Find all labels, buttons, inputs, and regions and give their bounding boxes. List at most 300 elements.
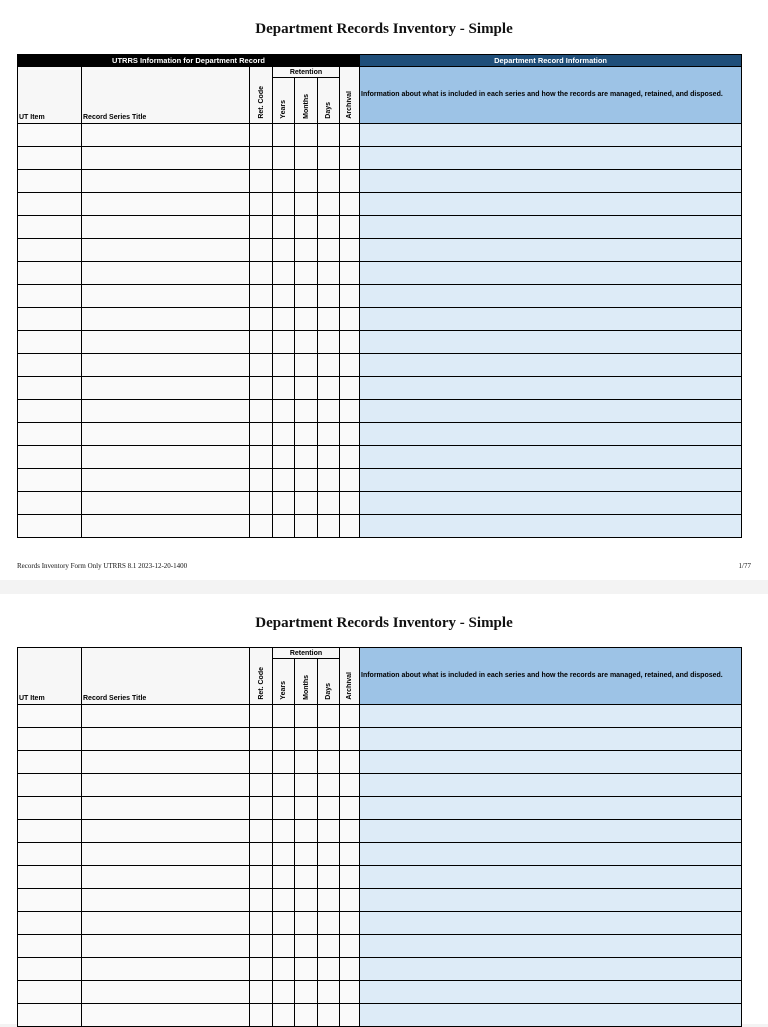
ut-item-cell[interactable] xyxy=(18,216,82,239)
archival-cell[interactable] xyxy=(340,124,360,147)
days-cell[interactable] xyxy=(318,492,340,515)
years-cell[interactable] xyxy=(273,285,295,308)
archival-cell[interactable] xyxy=(340,912,360,935)
years-cell[interactable] xyxy=(273,1004,295,1027)
information-cell[interactable] xyxy=(360,797,742,820)
information-cell[interactable] xyxy=(360,124,742,147)
footer-form-id: Records Inventory Form Only UTRRS 8.1 2023-12-20-1400 xyxy=(17,562,188,570)
ut-item-cell[interactable] xyxy=(18,400,82,423)
ret-code-cell[interactable] xyxy=(250,515,273,538)
months-cell[interactable] xyxy=(295,239,318,262)
days-cell[interactable] xyxy=(318,377,340,400)
months-cell[interactable] xyxy=(295,446,318,469)
years-cell[interactable] xyxy=(273,889,295,912)
years-cell[interactable] xyxy=(273,492,295,515)
years-cell[interactable] xyxy=(273,377,295,400)
header-ret-code-label: Ret. Code xyxy=(257,667,265,700)
ret-code-cell[interactable] xyxy=(250,285,273,308)
record-series-title-cell[interactable] xyxy=(82,492,250,515)
header-months-label: Months xyxy=(302,94,310,119)
days-cell[interactable] xyxy=(318,515,340,538)
ret-code-cell[interactable] xyxy=(250,912,273,935)
page-title: Department Records Inventory - Simple xyxy=(255,21,513,37)
years-cell[interactable] xyxy=(273,239,295,262)
ut-item-cell[interactable] xyxy=(18,1004,82,1027)
table-row xyxy=(18,515,742,538)
days-cell[interactable] xyxy=(318,400,340,423)
days-cell[interactable] xyxy=(318,751,340,774)
table-row xyxy=(18,889,742,912)
years-cell[interactable] xyxy=(273,774,295,797)
ut-item-cell[interactable] xyxy=(18,958,82,981)
months-cell[interactable] xyxy=(295,751,318,774)
months-cell[interactable] xyxy=(295,354,318,377)
archival-cell[interactable] xyxy=(340,354,360,377)
ret-code-cell[interactable] xyxy=(250,377,273,400)
table-row xyxy=(18,193,742,216)
information-cell[interactable] xyxy=(360,170,742,193)
table-row xyxy=(18,446,742,469)
information-cell[interactable] xyxy=(360,820,742,843)
archival-cell[interactable] xyxy=(340,797,360,820)
header-ret-code-label: Ret. Code xyxy=(257,86,265,119)
information-cell[interactable] xyxy=(360,239,742,262)
years-cell[interactable] xyxy=(273,354,295,377)
record-series-title-cell[interactable] xyxy=(82,147,250,170)
ret-code-cell[interactable] xyxy=(250,308,273,331)
information-cell[interactable] xyxy=(360,843,742,866)
years-cell[interactable] xyxy=(273,124,295,147)
record-series-title-cell[interactable] xyxy=(82,774,250,797)
table-row xyxy=(18,216,742,239)
years-cell[interactable] xyxy=(273,400,295,423)
archival-cell[interactable] xyxy=(340,751,360,774)
archival-cell[interactable] xyxy=(340,446,360,469)
ret-code-cell[interactable] xyxy=(250,866,273,889)
years-cell[interactable] xyxy=(273,147,295,170)
ut-item-cell[interactable] xyxy=(18,981,82,1004)
ret-code-cell[interactable] xyxy=(250,216,273,239)
record-series-title-cell[interactable] xyxy=(82,820,250,843)
ret-code-cell[interactable] xyxy=(250,728,273,751)
archival-cell[interactable] xyxy=(340,331,360,354)
information-cell[interactable] xyxy=(360,469,742,492)
information-cell[interactable] xyxy=(360,377,742,400)
table-row xyxy=(18,262,742,285)
months-cell[interactable] xyxy=(295,728,318,751)
ut-item-cell[interactable] xyxy=(18,331,82,354)
record-series-title-cell[interactable] xyxy=(82,193,250,216)
days-cell[interactable] xyxy=(318,935,340,958)
ret-code-cell[interactable] xyxy=(250,705,273,728)
months-cell[interactable] xyxy=(295,469,318,492)
months-cell[interactable] xyxy=(295,515,318,538)
archival-cell[interactable] xyxy=(340,935,360,958)
archival-cell[interactable] xyxy=(340,981,360,1004)
page-number: 1/77 xyxy=(738,562,751,570)
days-cell[interactable] xyxy=(318,797,340,820)
months-cell[interactable] xyxy=(295,1004,318,1027)
years-cell[interactable] xyxy=(273,469,295,492)
days-cell[interactable] xyxy=(318,216,340,239)
ut-item-cell[interactable] xyxy=(18,354,82,377)
record-series-title-cell[interactable] xyxy=(82,515,250,538)
ut-item-cell[interactable] xyxy=(18,308,82,331)
ut-item-cell[interactable] xyxy=(18,820,82,843)
archival-cell[interactable] xyxy=(340,515,360,538)
months-cell[interactable] xyxy=(295,912,318,935)
record-series-title-cell[interactable] xyxy=(82,469,250,492)
record-series-title-cell[interactable] xyxy=(82,423,250,446)
ut-item-cell[interactable] xyxy=(18,423,82,446)
information-cell[interactable] xyxy=(360,981,742,1004)
months-cell[interactable] xyxy=(295,889,318,912)
header-record-series-title: Record Series Title xyxy=(82,648,250,705)
ut-item-cell[interactable] xyxy=(18,446,82,469)
information-cell[interactable] xyxy=(360,866,742,889)
information-cell[interactable] xyxy=(360,751,742,774)
ret-code-cell[interactable] xyxy=(250,446,273,469)
archival-cell[interactable] xyxy=(340,377,360,400)
archival-cell[interactable] xyxy=(340,193,360,216)
table-row xyxy=(18,774,742,797)
archival-cell[interactable] xyxy=(340,308,360,331)
archival-cell[interactable] xyxy=(340,820,360,843)
record-series-title-cell[interactable] xyxy=(82,262,250,285)
header-days xyxy=(318,78,340,124)
months-cell[interactable] xyxy=(295,866,318,889)
ret-code-cell[interactable] xyxy=(250,400,273,423)
years-cell[interactable] xyxy=(273,843,295,866)
archival-cell[interactable] xyxy=(340,492,360,515)
information-cell[interactable] xyxy=(360,446,742,469)
information-cell[interactable] xyxy=(360,331,742,354)
header-archival xyxy=(340,648,360,705)
record-series-title-cell[interactable] xyxy=(82,239,250,262)
ut-item-cell[interactable] xyxy=(18,797,82,820)
ret-code-cell[interactable] xyxy=(250,492,273,515)
information-cell[interactable] xyxy=(360,912,742,935)
ut-item-cell[interactable] xyxy=(18,866,82,889)
header-information: Information about what is included in each series and how the records are managed, retained, and disposed. xyxy=(360,648,742,705)
days-cell[interactable] xyxy=(318,820,340,843)
days-cell[interactable] xyxy=(318,981,340,1004)
ret-code-cell[interactable] xyxy=(250,124,273,147)
years-cell[interactable] xyxy=(273,262,295,285)
days-cell[interactable] xyxy=(318,958,340,981)
information-cell[interactable] xyxy=(360,958,742,981)
information-cell[interactable] xyxy=(360,285,742,308)
days-cell[interactable] xyxy=(318,285,340,308)
months-cell[interactable] xyxy=(295,981,318,1004)
table-row xyxy=(18,751,742,774)
ret-code-cell[interactable] xyxy=(250,935,273,958)
information-cell[interactable] xyxy=(360,774,742,797)
table-row xyxy=(18,285,742,308)
days-cell[interactable] xyxy=(318,889,340,912)
years-cell[interactable] xyxy=(273,981,295,1004)
ut-item-cell[interactable] xyxy=(18,889,82,912)
record-series-title-cell[interactable] xyxy=(82,797,250,820)
years-cell[interactable] xyxy=(273,331,295,354)
years-cell[interactable] xyxy=(273,705,295,728)
information-cell[interactable] xyxy=(360,216,742,239)
days-cell[interactable] xyxy=(318,774,340,797)
months-cell[interactable] xyxy=(295,147,318,170)
table-row xyxy=(18,170,742,193)
inventory-table xyxy=(17,647,742,1027)
months-cell[interactable] xyxy=(295,124,318,147)
years-cell[interactable] xyxy=(273,820,295,843)
ut-item-cell[interactable] xyxy=(18,728,82,751)
ut-item-cell[interactable] xyxy=(18,751,82,774)
archival-cell[interactable] xyxy=(340,147,360,170)
days-cell[interactable] xyxy=(318,193,340,216)
months-cell[interactable] xyxy=(295,216,318,239)
years-cell[interactable] xyxy=(273,308,295,331)
header-days xyxy=(318,659,340,705)
ret-code-cell[interactable] xyxy=(250,423,273,446)
months-cell[interactable] xyxy=(295,285,318,308)
information-cell[interactable] xyxy=(360,1004,742,1027)
table-row xyxy=(18,705,742,728)
table-row xyxy=(18,239,742,262)
archival-cell[interactable] xyxy=(340,889,360,912)
months-cell[interactable] xyxy=(295,331,318,354)
archival-cell[interactable] xyxy=(340,423,360,446)
days-cell[interactable] xyxy=(318,728,340,751)
table-row xyxy=(18,492,742,515)
table-row xyxy=(18,331,742,354)
years-cell[interactable] xyxy=(273,797,295,820)
record-series-title-cell[interactable] xyxy=(82,866,250,889)
record-series-title-cell[interactable] xyxy=(82,981,250,1004)
ut-item-cell[interactable] xyxy=(18,262,82,285)
record-series-title-cell[interactable] xyxy=(82,1004,250,1027)
archival-cell[interactable] xyxy=(340,728,360,751)
ut-item-cell[interactable] xyxy=(18,193,82,216)
information-cell[interactable] xyxy=(360,147,742,170)
header-ut-item: UT Item xyxy=(18,67,82,124)
table-row xyxy=(18,354,742,377)
ret-code-cell[interactable] xyxy=(250,469,273,492)
information-cell[interactable] xyxy=(360,400,742,423)
record-series-title-cell[interactable] xyxy=(82,889,250,912)
archival-cell[interactable] xyxy=(340,705,360,728)
days-cell[interactable] xyxy=(318,866,340,889)
header-retention: Retention xyxy=(273,67,340,78)
months-cell[interactable] xyxy=(295,170,318,193)
ret-code-cell[interactable] xyxy=(250,1004,273,1027)
ut-item-cell[interactable] xyxy=(18,705,82,728)
ut-item-cell[interactable] xyxy=(18,170,82,193)
months-cell[interactable] xyxy=(295,843,318,866)
record-series-title-cell[interactable] xyxy=(82,170,250,193)
archival-cell[interactable] xyxy=(340,1004,360,1027)
ut-item-cell[interactable] xyxy=(18,469,82,492)
years-cell[interactable] xyxy=(273,515,295,538)
years-cell[interactable] xyxy=(273,216,295,239)
ret-code-cell[interactable] xyxy=(250,751,273,774)
days-cell[interactable] xyxy=(318,354,340,377)
months-cell[interactable] xyxy=(295,492,318,515)
table-row xyxy=(18,147,742,170)
record-series-title-cell[interactable] xyxy=(82,843,250,866)
ret-code-cell[interactable] xyxy=(250,239,273,262)
record-series-title-cell[interactable] xyxy=(82,912,250,935)
months-cell[interactable] xyxy=(295,935,318,958)
record-series-title-cell[interactable] xyxy=(82,124,250,147)
ret-code-cell[interactable] xyxy=(250,958,273,981)
archival-cell[interactable] xyxy=(340,400,360,423)
ret-code-cell[interactable] xyxy=(250,820,273,843)
ret-code-cell[interactable] xyxy=(250,774,273,797)
record-series-title-cell[interactable] xyxy=(82,728,250,751)
archival-cell[interactable] xyxy=(340,216,360,239)
record-series-title-cell[interactable] xyxy=(82,400,250,423)
months-cell[interactable] xyxy=(295,308,318,331)
information-cell[interactable] xyxy=(360,935,742,958)
header-archival-label: Archival xyxy=(346,91,354,119)
table-row xyxy=(18,797,742,820)
months-cell[interactable] xyxy=(295,377,318,400)
ut-item-cell[interactable] xyxy=(18,515,82,538)
ut-item-cell[interactable] xyxy=(18,147,82,170)
months-cell[interactable] xyxy=(295,262,318,285)
banner-utrrs-info: UTRRS Information for Department Record xyxy=(18,55,360,67)
table-body xyxy=(18,124,742,538)
years-cell[interactable] xyxy=(273,446,295,469)
years-cell[interactable] xyxy=(273,751,295,774)
ret-code-cell[interactable] xyxy=(250,147,273,170)
days-cell[interactable] xyxy=(318,262,340,285)
ut-item-cell[interactable] xyxy=(18,124,82,147)
archival-cell[interactable] xyxy=(340,958,360,981)
years-cell[interactable] xyxy=(273,423,295,446)
days-cell[interactable] xyxy=(318,308,340,331)
days-cell[interactable] xyxy=(318,469,340,492)
ut-item-cell[interactable] xyxy=(18,935,82,958)
header-months xyxy=(295,78,318,124)
months-cell[interactable] xyxy=(295,705,318,728)
days-cell[interactable] xyxy=(318,239,340,262)
record-series-title-cell[interactable] xyxy=(82,377,250,400)
days-cell[interactable] xyxy=(318,705,340,728)
record-series-title-cell[interactable] xyxy=(82,751,250,774)
years-cell[interactable] xyxy=(273,866,295,889)
information-cell[interactable] xyxy=(360,492,742,515)
archival-cell[interactable] xyxy=(340,262,360,285)
days-cell[interactable] xyxy=(318,1004,340,1027)
record-series-title-cell[interactable] xyxy=(82,705,250,728)
ret-code-cell[interactable] xyxy=(250,981,273,1004)
ret-code-cell[interactable] xyxy=(250,193,273,216)
archival-cell[interactable] xyxy=(340,239,360,262)
information-cell[interactable] xyxy=(360,262,742,285)
archival-cell[interactable] xyxy=(340,285,360,308)
record-series-title-cell[interactable] xyxy=(82,446,250,469)
months-cell[interactable] xyxy=(295,774,318,797)
record-series-title-cell[interactable] xyxy=(82,308,250,331)
years-cell[interactable] xyxy=(273,170,295,193)
days-cell[interactable] xyxy=(318,843,340,866)
years-cell[interactable] xyxy=(273,193,295,216)
archival-cell[interactable] xyxy=(340,843,360,866)
record-series-title-cell[interactable] xyxy=(82,958,250,981)
header-ret-code xyxy=(250,648,273,705)
information-cell[interactable] xyxy=(360,705,742,728)
days-cell[interactable] xyxy=(318,124,340,147)
header-years xyxy=(273,659,295,705)
ut-item-cell[interactable] xyxy=(18,912,82,935)
ut-item-cell[interactable] xyxy=(18,843,82,866)
ut-item-cell[interactable] xyxy=(18,774,82,797)
archival-cell[interactable] xyxy=(340,774,360,797)
days-cell[interactable] xyxy=(318,331,340,354)
header-days-label: Days xyxy=(325,102,332,119)
ret-code-cell[interactable] xyxy=(250,889,273,912)
days-cell[interactable] xyxy=(318,912,340,935)
days-cell[interactable] xyxy=(318,423,340,446)
table-row xyxy=(18,377,742,400)
header-months-label: Months xyxy=(302,675,310,700)
record-series-title-cell[interactable] xyxy=(82,331,250,354)
months-cell[interactable] xyxy=(295,797,318,820)
days-cell[interactable] xyxy=(318,446,340,469)
months-cell[interactable] xyxy=(295,958,318,981)
information-cell[interactable] xyxy=(360,889,742,912)
ut-item-cell[interactable] xyxy=(18,377,82,400)
record-series-title-cell[interactable] xyxy=(82,285,250,308)
archival-cell[interactable] xyxy=(340,170,360,193)
page-title: Department Records Inventory - Simple xyxy=(255,615,513,631)
years-cell[interactable] xyxy=(273,958,295,981)
information-cell[interactable] xyxy=(360,423,742,446)
record-series-title-cell[interactable] xyxy=(82,216,250,239)
information-cell[interactable] xyxy=(360,515,742,538)
ret-code-cell[interactable] xyxy=(250,797,273,820)
header-information: Information about what is included in each series and how the records are managed, retained, and disposed. xyxy=(360,67,742,124)
information-cell[interactable] xyxy=(360,193,742,216)
ret-code-cell[interactable] xyxy=(250,843,273,866)
ret-code-cell[interactable] xyxy=(250,331,273,354)
years-cell[interactable] xyxy=(273,912,295,935)
months-cell[interactable] xyxy=(295,400,318,423)
ut-item-cell[interactable] xyxy=(18,492,82,515)
days-cell[interactable] xyxy=(318,147,340,170)
ut-item-cell[interactable] xyxy=(18,239,82,262)
months-cell[interactable] xyxy=(295,423,318,446)
ret-code-cell[interactable] xyxy=(250,170,273,193)
months-cell[interactable] xyxy=(295,820,318,843)
header-ret-code xyxy=(250,67,273,124)
ut-item-cell[interactable] xyxy=(18,285,82,308)
archival-cell[interactable] xyxy=(340,866,360,889)
information-cell[interactable] xyxy=(360,308,742,331)
table-row xyxy=(18,958,742,981)
days-cell[interactable] xyxy=(318,170,340,193)
ret-code-cell[interactable] xyxy=(250,262,273,285)
information-cell[interactable] xyxy=(360,728,742,751)
years-cell[interactable] xyxy=(273,935,295,958)
information-cell[interactable] xyxy=(360,354,742,377)
ret-code-cell[interactable] xyxy=(250,354,273,377)
record-series-title-cell[interactable] xyxy=(82,354,250,377)
record-series-title-cell[interactable] xyxy=(82,935,250,958)
archival-cell[interactable] xyxy=(340,469,360,492)
years-cell[interactable] xyxy=(273,728,295,751)
months-cell[interactable] xyxy=(295,193,318,216)
